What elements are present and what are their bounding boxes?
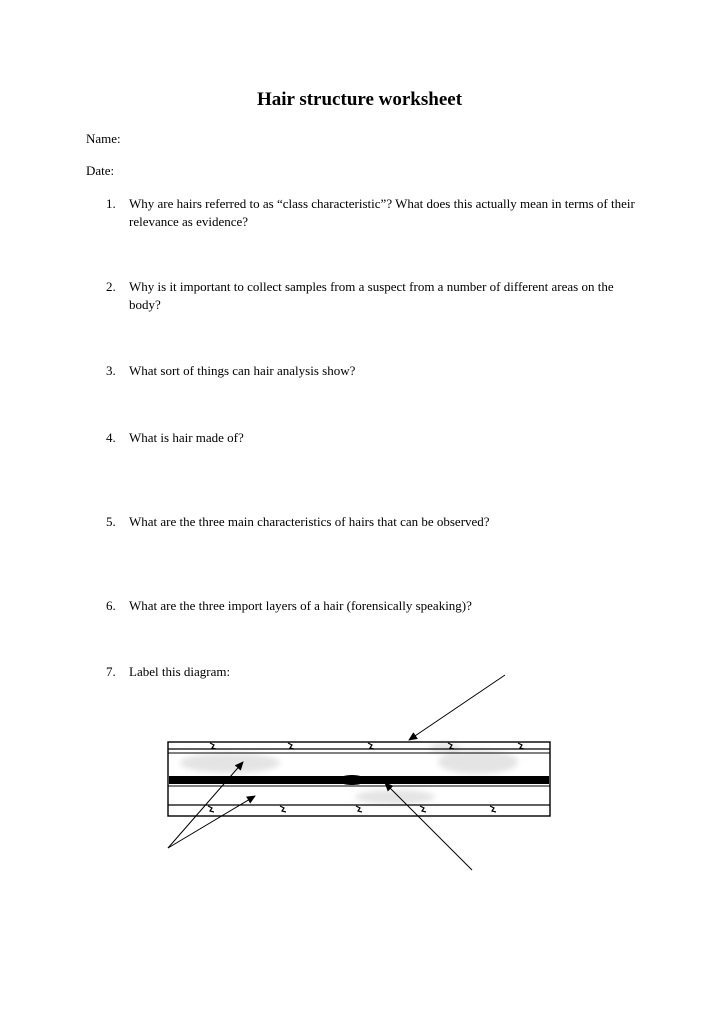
scan-smudges: [180, 743, 518, 804]
arrow-cuticle: [409, 675, 505, 740]
question-text: What are the three import layers of a hair (forensically speaking)?: [129, 598, 472, 613]
question-text: Why is it important to collect samples from a suspect from a number of different areas on the body?: [129, 279, 614, 312]
question-number: 1.: [106, 196, 116, 211]
question-number: 2.: [106, 279, 116, 294]
question-text: Label this diagram:: [129, 664, 231, 679]
question-text: What sort of things can hair analysis show?: [129, 363, 356, 378]
question-number: 6.: [106, 598, 116, 613]
page-title: Hair structure worksheet: [256, 89, 463, 110]
name-label: Name:: [86, 131, 121, 146]
question-text: Why are hairs referred to as “class characteristic”? What does this actually mean in terms of their relevance as evidence?: [129, 196, 635, 229]
question-number: 7.: [106, 664, 116, 679]
date-label: Date:: [86, 163, 115, 178]
arrow-cortex-lower: [168, 796, 255, 848]
question-number: 3.: [106, 363, 116, 378]
question-number: 5.: [106, 514, 116, 529]
question-number: 4.: [106, 430, 116, 445]
question-text: What is hair made of?: [129, 430, 244, 445]
question-text: What are the three main characteristics of hairs that can be observed?: [129, 514, 490, 529]
medulla-blob: [338, 775, 366, 785]
